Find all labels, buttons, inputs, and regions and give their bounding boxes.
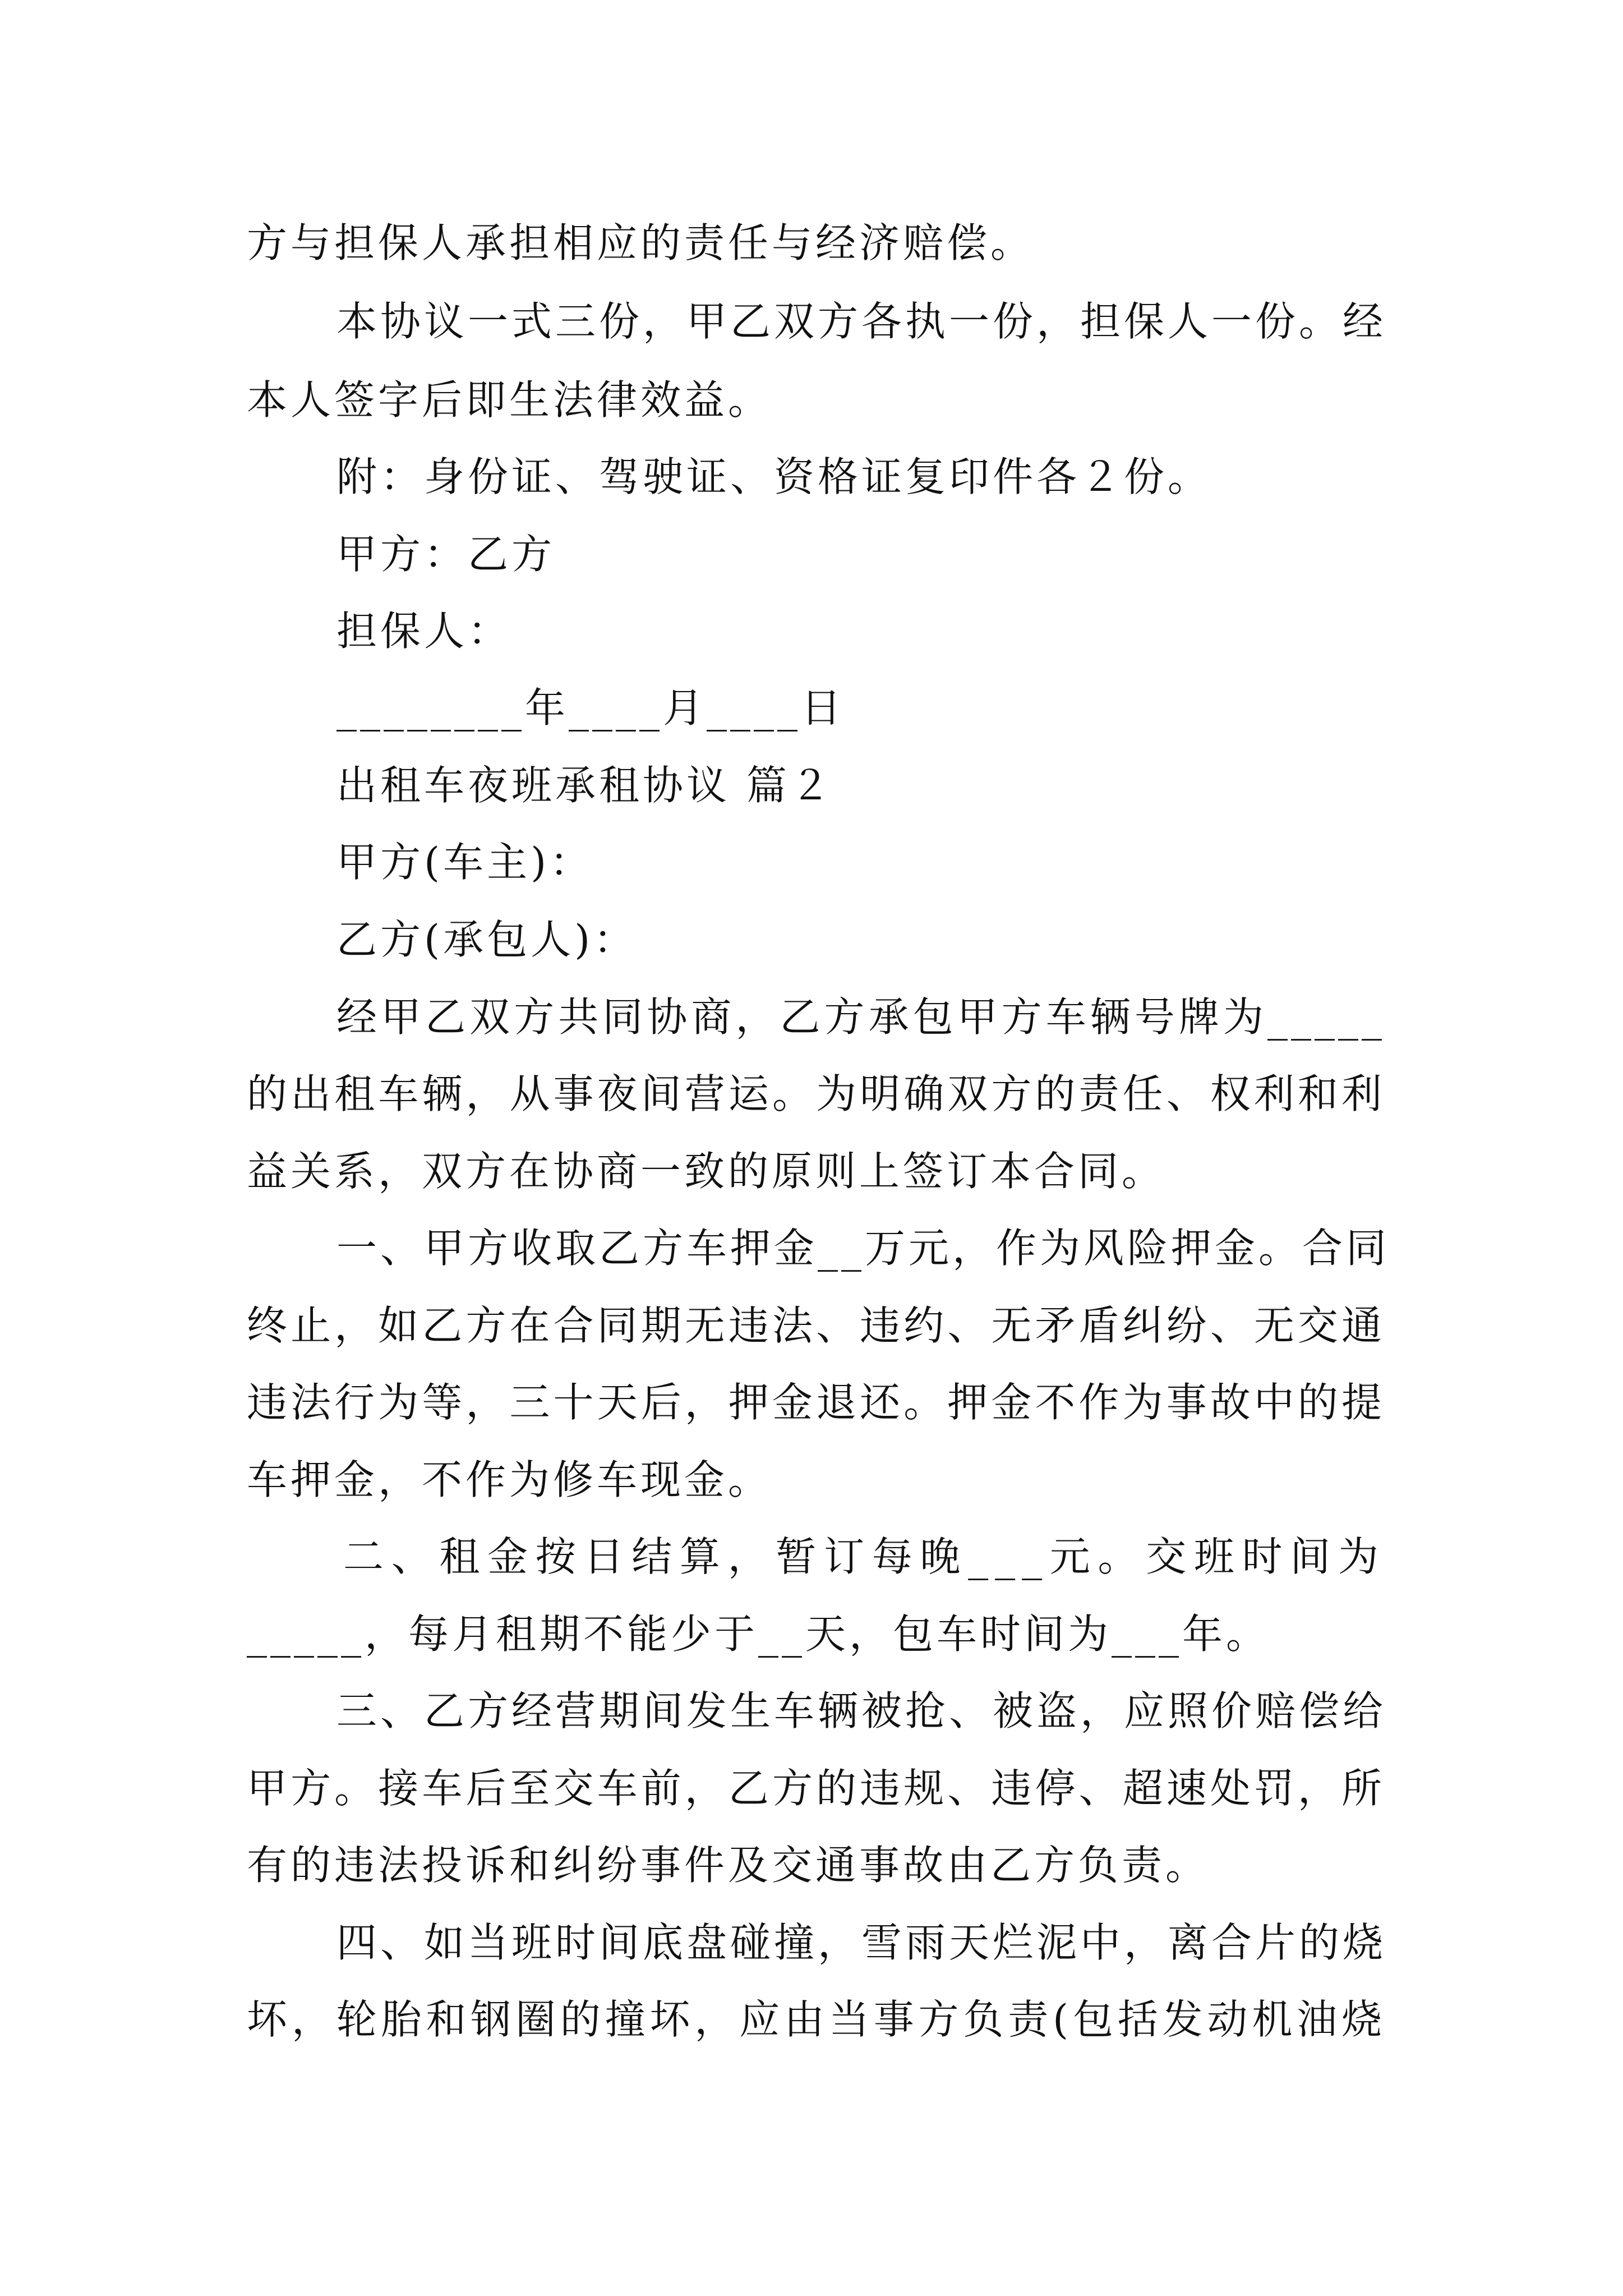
text-line: 本人签字后即生法律效益。: [247, 376, 772, 424]
text-line: 车押金，不作为修车现金。: [247, 1456, 772, 1503]
text-line: 担保人：: [336, 608, 512, 655]
text-line: 违法行为等，三十天后，押金退还。押金不作为事故中的提: [247, 1379, 1385, 1426]
text-line: 坏，轮胎和钢圈的撞坏，应由当事方负责(包括发动机油烧: [247, 1996, 1385, 2043]
text-line: 经甲乙双方共同协商，乙方承包甲方车辆号牌为_____: [336, 993, 1385, 1041]
text-line: 方与担保人承担相应的责任与经济赔偿。: [247, 219, 1035, 266]
text-line: 附：身份证、驾驶证、资格证复印件各２份。: [336, 453, 1212, 500]
text-line: 三、乙方经营期间发生车辆被抢、被盗，应照价赔偿给: [336, 1687, 1387, 1734]
text-line: 益关系，双方在协商一致的原则上签订本合同。: [247, 1148, 1166, 1195]
text-line: 二、租金按日结算，暂订每晚___元。交班时间为: [343, 1533, 1385, 1580]
text-line: 本协议一式三份，甲乙双方各执一份，担保人一份。经: [336, 298, 1387, 345]
text-line: 有的违法投诉和纠纷事件及交通事故由乙方负责。: [247, 1842, 1210, 1889]
text-line: 的出租车辆，从事夜间营运。为明确双方的责任、权利和利: [247, 1070, 1385, 1117]
date-line: ________年____月____日: [336, 684, 845, 731]
text-line: 甲方：乙方: [336, 531, 556, 578]
text-line: 一、甲方收取乙方车押金__万元，作为风险押金。合同: [336, 1225, 1390, 1272]
text-line: 四、如当班时间底盘碰撞，雪雨天烂泥中，离合片的烧: [336, 1919, 1387, 1966]
text-line: 终止，如乙方在合同期无违法、违约、无矛盾纠纷、无交通: [247, 1302, 1385, 1349]
text-line: 甲方。接车后至交车前，乙方的违规、违停、超速处罚，所: [247, 1765, 1385, 1812]
text-line: 乙方(承包人)：: [336, 916, 638, 963]
text-line: 甲方(车主)：: [336, 839, 594, 886]
section-heading: 出租车夜班承租协议 篇２: [336, 762, 834, 809]
text-line: _____，每月租期不能少于__天，包车时间为___年。: [247, 1611, 1270, 1658]
